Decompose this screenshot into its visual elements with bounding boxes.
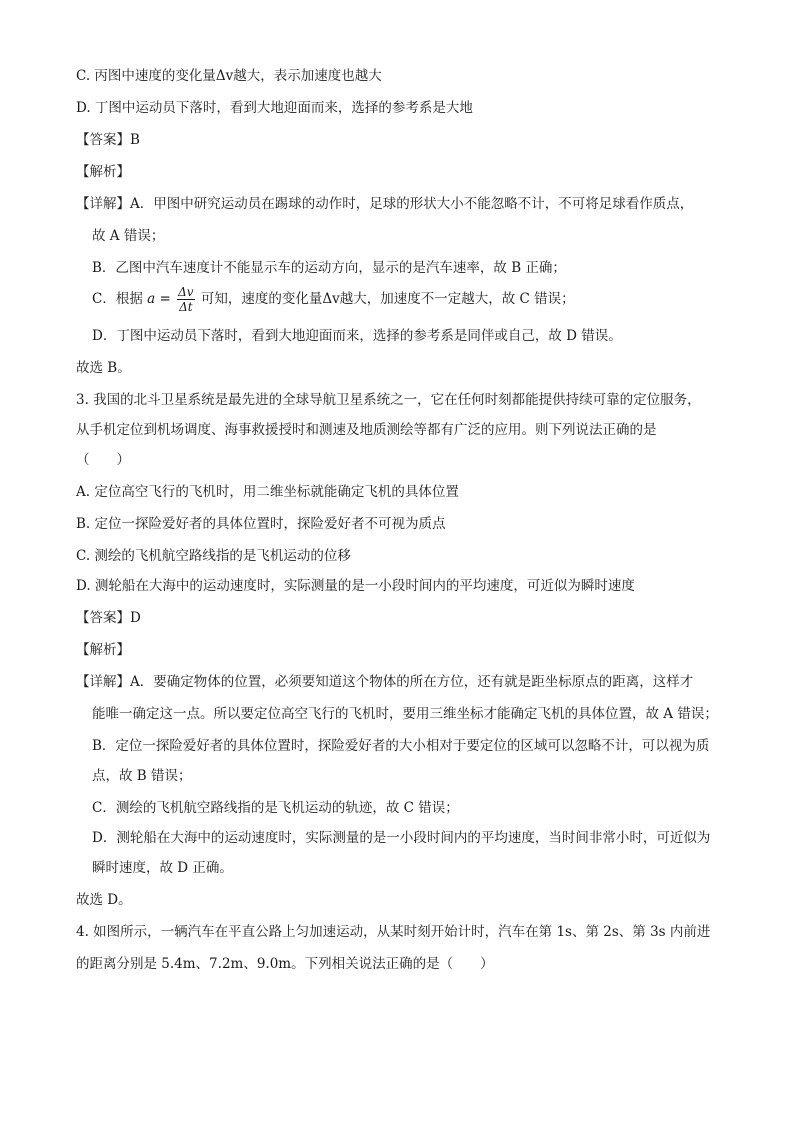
option-c: C. 丙图中速度的变化量Δv越大，表示加速度也越大 xyxy=(76,68,382,84)
fraction-numerator: Δv xyxy=(178,285,194,299)
analysis-label: 【解析】 xyxy=(76,164,130,180)
option-d: D. 丁图中运动员下落时，看到大地迎面而来，选择的参考系是大地 xyxy=(76,100,473,116)
selection-line: 故选 B。 xyxy=(76,360,131,376)
detail-line: 点，故 B 错误； xyxy=(92,768,192,784)
detail-line: B．定位一探险爱好者的具体位置时，探险爱好者的大小相对于要定位的区域可以忽略不计，可以视为质 xyxy=(92,738,710,754)
question-4-text: 4. 如图所示，一辆汽车在平直公路上匀加速运动，从某时刻开始计时，汽车在第 1s、第 2s、第 3s 内前进 xyxy=(76,924,711,940)
detail-line: 【详解】A．要确定物体的位置，必须要知道这个物体的所在方位，还有就是距坐标原点的距离，这样才 xyxy=(76,674,694,690)
detail-line: B．乙图中汽车速度计不能显示车的运动方向，显示的是汽车速率，故 B 正确； xyxy=(92,260,566,276)
formula-suffix: 可知，速度的变化量Δv越大，加速度不一定越大，故 C 错误； xyxy=(200,291,575,307)
fraction-denominator: Δt xyxy=(179,300,193,314)
detail-line: D．丁图中运动员下落时，看到大地迎面而来，选择的参考系是同伴或自己，故 D 错误。 xyxy=(92,328,622,344)
selection-line: 故选 D。 xyxy=(76,892,132,908)
detail-line: 能唯一确定这一点。所以要定位高空飞行的飞机时，要用三维坐标才能确定飞机的具体位置，故 A 错误； xyxy=(92,706,718,722)
question-3-text: 3. 我国的北斗卫星系统是最先进的全球导航卫星系统之一，它在任何时刻都能提供持续可靠的定位服务， xyxy=(76,392,701,408)
detail-line: D．测轮船在大海中的运动速度时，实际测量的是一小段时间内的平均速度，当时间非常小时，可近似为 xyxy=(92,830,711,846)
question-4-text: 的距离分别是 5.4m、7.2m、9.0m。下列相关说法正确的是（ ） xyxy=(76,956,494,972)
detail-line: 故 A 错误； xyxy=(92,228,165,244)
question-3-text: 从手机定位到机场调度、海事救援授时和测速及地质测绘等都有广泛的应用。则下列说法正确的是 xyxy=(76,422,657,438)
question-3-option-c: C. 测绘的飞机航空路线指的是飞机运动的位移 xyxy=(76,548,351,564)
question-3-option-a: A. 定位高空飞行的飞机时，用二维坐标就能确定飞机的具体位置 xyxy=(76,484,459,500)
detail-line: 【详解】A．甲图中研究运动员在踢球的动作时，足球的形状大小不能忽略不计，不可将足球看作质点， xyxy=(76,196,694,212)
analysis-label: 【解析】 xyxy=(76,642,130,658)
detail-line: 瞬时速度，故 D 正确。 xyxy=(92,860,233,876)
detail-line: C．测绘的飞机航空路线指的是飞机运动的轨迹，故 C 错误； xyxy=(92,800,459,816)
acceleration-fraction xyxy=(177,285,194,314)
formula-lhs: a = xyxy=(147,291,171,307)
answer-label: 【答案】B xyxy=(76,132,140,148)
formula-prefix: C．根据 xyxy=(92,291,143,307)
question-3-option-d: D. 测轮船在大海中的运动速度时，实际测量的是一小段时间内的平均速度，可近似为瞬时速度 xyxy=(76,578,635,594)
detail-line-formula xyxy=(92,284,732,316)
question-3-blank: （ ） xyxy=(76,452,130,468)
question-3-option-b: B. 定位一探险爱好者的具体位置时，探险爱好者不可视为质点 xyxy=(76,516,446,532)
answer-label: 【答案】D xyxy=(76,610,141,626)
